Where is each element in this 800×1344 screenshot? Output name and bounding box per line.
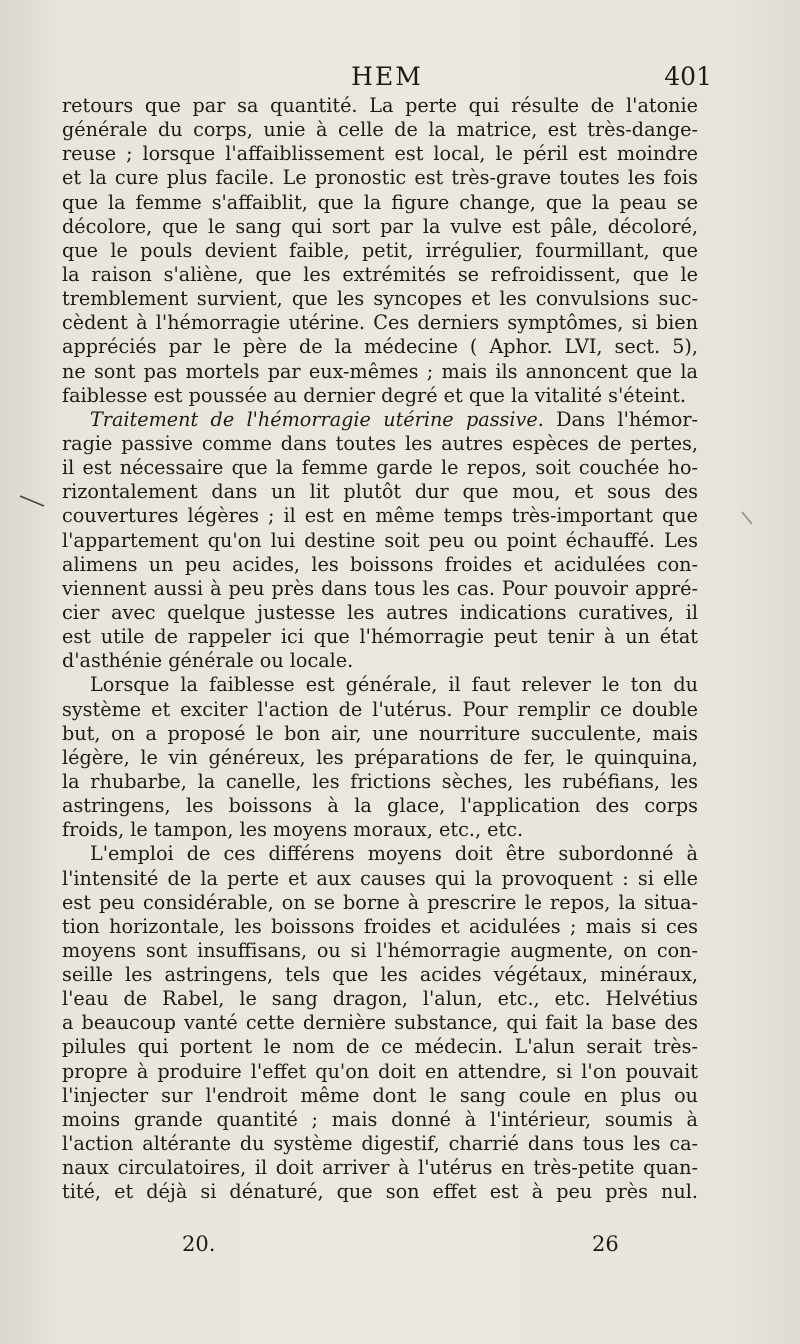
text-line: l'action altérante du système digestif, charrié dans tous les ca-: [62, 1132, 698, 1156]
text-line: astringens, les boissons à la glace, l'application des corps: [62, 794, 698, 818]
text-line: que la femme s'affaiblit, que la figure change, que la peau se: [62, 190, 698, 214]
page-footer: [62, 1232, 698, 1262]
text-line: moins grande quantité ; mais donné à l'intérieur, soumis à: [62, 1107, 698, 1131]
page-body: [62, 94, 698, 1204]
text-line: retours que par sa quantité. La perte qui résulte de l'atonie: [62, 94, 698, 117]
margin-tick-mark: [738, 508, 758, 528]
text-line: générale du corps, unie à celle de la matrice, est très-dange-: [62, 118, 698, 142]
text-line: [62, 408, 698, 432]
text-line: cier avec quelque justesse les autres indications curatives, il: [62, 600, 698, 624]
text-line: faiblesse est poussée au dernier degré et que la vitalité s'éteint.: [62, 383, 687, 407]
page-header: [62, 62, 712, 92]
text-line: tremblement survient, que les syncopes et les convulsions suc-: [62, 287, 698, 311]
paragraph-treatment: [62, 408, 698, 674]
text-line: seille les astringens, tels que les acides végétaux, minéraux,: [62, 963, 698, 987]
text-line: alimens un peu acides, les boissons froides et acidulées con-: [62, 552, 698, 576]
text-line: système et exciter l'action de l'utérus. Pour remplir ce double: [62, 697, 698, 721]
text-line: d'asthénie générale ou locale.: [62, 649, 354, 673]
text-line: a beaucoup vanté cette dernière substance, qui fait la base des: [62, 1011, 698, 1035]
section-heading: Traitement de l'hémorragie utérine passive: [90, 407, 538, 431]
text-line: il est nécessaire que la femme garde le repos, soit couchée ho-: [62, 456, 698, 480]
text-line: naux circulatoires, il doit arriver à l'utérus en très-petite quan-: [62, 1156, 698, 1180]
text-line: l'injecter sur l'endroit même dont le sang coule en plus ou: [62, 1083, 698, 1107]
text-line: ragie passive comme dans toutes les autres espèces de pertes,: [62, 431, 698, 455]
paragraph-general-weakness: [62, 673, 698, 842]
text-line: ne sont pas mortels par eux-mêmes ; mais ils annoncent que la: [62, 359, 698, 383]
text-line: but, on a proposé le bon air, une nourriture succulente, mais: [62, 721, 698, 745]
text-line: couvertures légères ; il est en même temps très-important que: [62, 504, 698, 528]
text-line: l'intensité de la perte et aux causes qui la provoquent : si elle: [62, 866, 698, 890]
gathering-number: 26: [592, 1232, 619, 1256]
text-line: cèdent à l'hémorragie utérine. Ces derniers symptômes, si bien: [62, 311, 698, 335]
running-head: HEM: [351, 62, 423, 91]
text-line: est utile de rappeler ici que l'hémorragie peut tenir à un état: [62, 625, 698, 649]
text-line: viennent aussi à peu près dans tous les cas. Pour pouvoir appré-: [62, 576, 698, 600]
text-line: propre à produire l'effet qu'on doit en attendre, si l'on pouvait: [62, 1059, 698, 1083]
margin-tick-mark: [18, 492, 48, 512]
text-line: légère, le vin généreux, les préparations de fer, le quinquina,: [62, 745, 698, 769]
paragraph-remedies: [62, 842, 698, 1204]
text-line: est peu considérable, on se borne à prescrire le repos, la situa-: [62, 890, 698, 914]
text-line: froids, le tampon, les moyens moraux, etc., etc.: [62, 818, 524, 842]
paragraph-prognosis: [62, 94, 698, 408]
text-line: tité, et déjà si dénaturé, que son effet est à peu près nul.: [62, 1180, 698, 1204]
text-line: rizontalement dans un lit plutôt dur que mou, et sous des: [62, 480, 698, 504]
text-line: que le pouls devient faible, petit, irrégulier, fourmillant, que: [62, 238, 698, 262]
text-line: reuse ; lorsque l'affaiblissement est local, le péril est moindre: [62, 142, 698, 166]
text-line: l'eau de Rabel, le sang dragon, l'alun, etc., etc. Helvétius: [62, 987, 698, 1011]
text-line: tion horizontale, les boissons froides et acidulées ; mais si ces: [62, 914, 698, 938]
text-line: pilules qui portent le nom de ce médecin. L'alun serait très-: [62, 1035, 698, 1059]
text-line: moyens sont insuffisans, ou si l'hémorragie augmente, on con-: [62, 938, 698, 962]
text-line: et la cure plus facile. Le pronostic est très-grave toutes les fois: [62, 166, 698, 190]
page-number: 401: [664, 62, 712, 91]
text-fragment: . Dans l'hémor-: [537, 407, 698, 431]
text-line: la rhubarbe, la canelle, les frictions sèches, les rubéfians, les: [62, 769, 698, 793]
text-line: Lorsque la faiblesse est générale, il faut relever le ton du: [90, 673, 698, 697]
signature-mark: 20.: [182, 1232, 216, 1256]
text-line: décolore, que le sang qui sort par la vulve est pâle, décoloré,: [62, 214, 698, 238]
text-line: l'appartement qu'on lui destine soit peu ou point échauffé. Les: [62, 528, 698, 552]
text-line: la raison s'aliène, que les extrémités se refroidissent, que le: [62, 262, 698, 286]
text-line: appréciés par le père de la médecine ( Aphor. LVI, sect. 5),: [62, 335, 698, 359]
text-line: L'emploi de ces différens moyens doit être subordonné à: [90, 842, 698, 866]
